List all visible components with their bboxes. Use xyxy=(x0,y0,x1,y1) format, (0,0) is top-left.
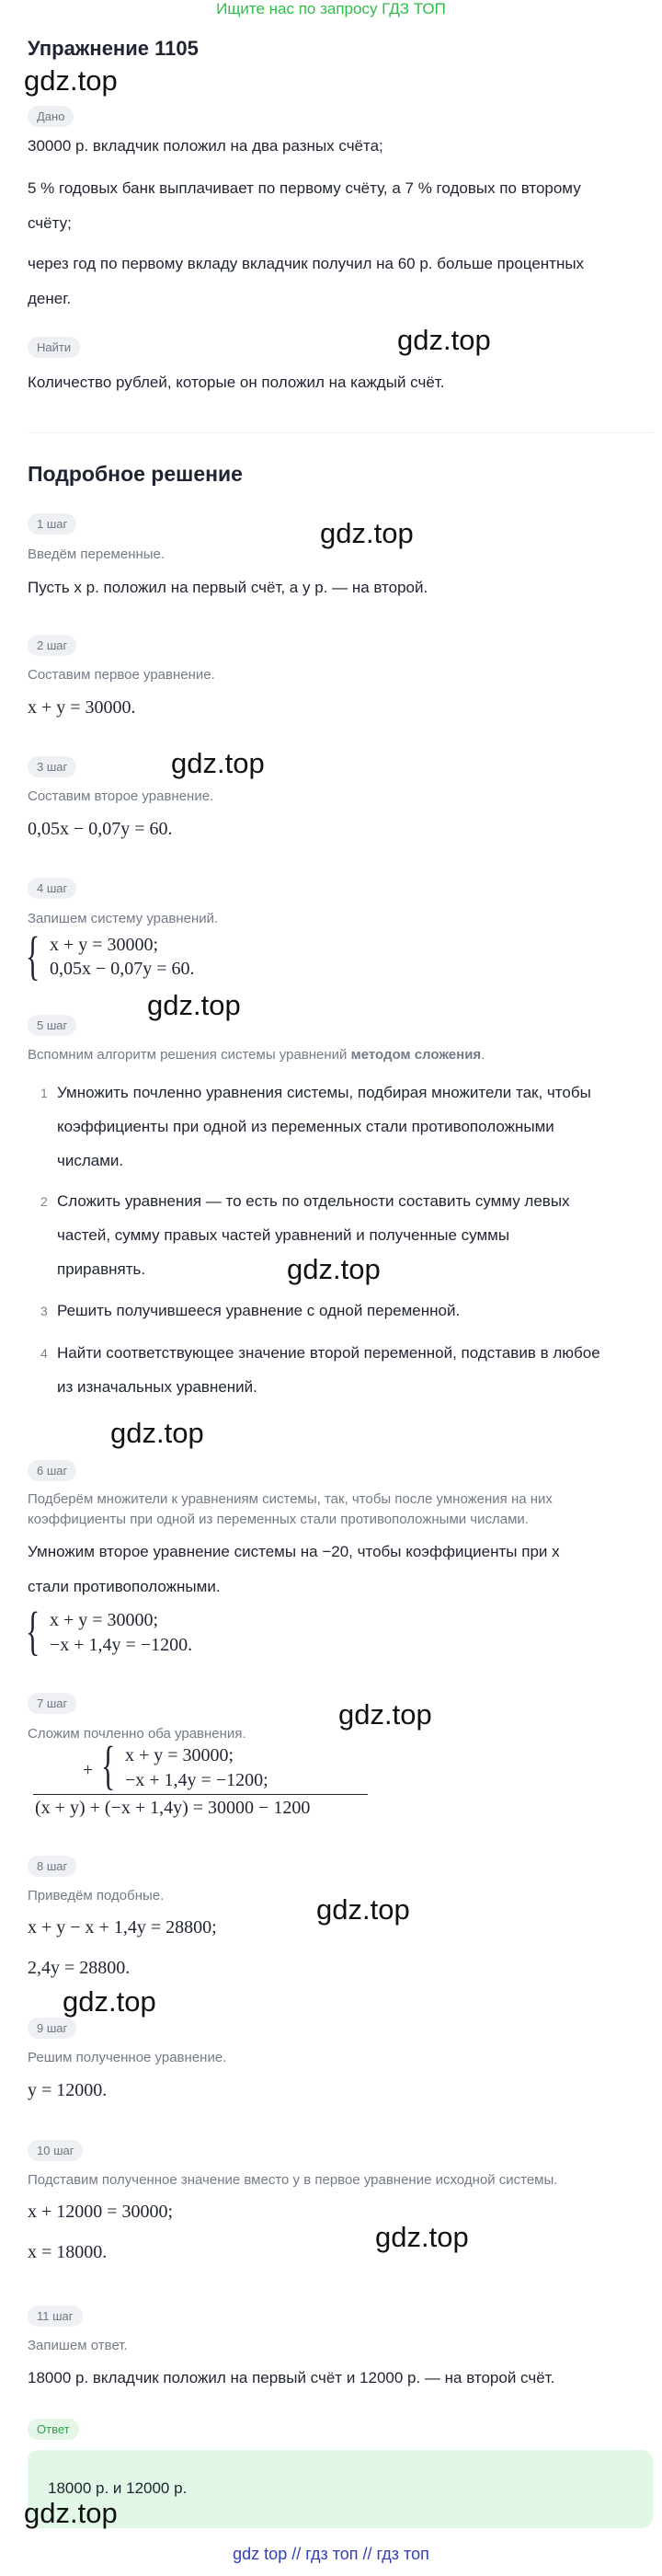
step-description: Приведём подобные. xyxy=(28,1888,165,1903)
step-description: Подставим полученное значение вместо y в первое уравнение исходной системы. xyxy=(28,2172,558,2188)
list-item-line: частей, сумму правых частей уравнений и полученные суммы xyxy=(57,1226,510,1244)
divider xyxy=(28,432,653,433)
watermark: gdz.top xyxy=(147,989,241,1021)
watermark: gdz.top xyxy=(171,747,265,779)
watermark: gdz.top xyxy=(397,324,491,356)
step-equation: x + y − x + 1,4y = 28800; xyxy=(28,1917,217,1938)
watermark: gdz.top xyxy=(24,2497,118,2529)
watermark: gdz.top xyxy=(316,1893,410,1926)
given-line-2a: 5 % годовых банк выплачивает по первому счёту, а 7 % годовых по второму xyxy=(28,179,581,197)
watermark: gdz.top xyxy=(320,517,414,549)
step-equation: 0,05x − 0,07y = 60. xyxy=(28,819,173,839)
answer-text: 18000 р. и 12000 р. xyxy=(48,2479,188,2497)
step-badge: 7 шаг xyxy=(28,1693,76,1714)
system-brace: { xyxy=(101,1735,116,1795)
list-item-line: из изначальных уравнений. xyxy=(57,1378,257,1396)
given-line-2b: счёту; xyxy=(28,214,72,232)
step-description: Запишем систему уравнений. xyxy=(28,911,219,926)
step-badge: 6 шаг xyxy=(28,1460,76,1481)
list-item-line: приравнять. xyxy=(57,1260,146,1278)
system-equation-2: −x + 1,4y = −1200. xyxy=(50,1635,193,1655)
exercise-title: Упражнение 1105 xyxy=(28,37,199,60)
watermark: gdz.top xyxy=(375,2221,469,2253)
step-badge: 4 шаг xyxy=(28,878,76,899)
step-text: Умножим второе уравнение системы на −20, чтобы коэффициенты при x xyxy=(28,1543,560,1560)
step-description: Вспомним алгоритм решения системы уравнений методом сложения. xyxy=(28,1047,485,1063)
sum-result: (x + y) + (−x + 1,4y) = 30000 − 1200 xyxy=(35,1798,311,1818)
step-text: 18000 р. вкладчик положил на первый счёт и 12000 р. — на второй счёт. xyxy=(28,2369,555,2386)
step-equation: x + y = 30000. xyxy=(28,697,136,718)
watermark: gdz.top xyxy=(63,1985,156,2018)
watermark: gdz.top xyxy=(110,1417,204,1449)
find-text: Количество рублей, которые он положил на каждый счёт. xyxy=(28,374,445,391)
step-badge: 9 шаг xyxy=(28,2018,76,2039)
system-brace: { xyxy=(26,1601,40,1661)
method-name: методом сложения xyxy=(350,1047,482,1063)
step-equation: x = 18000. xyxy=(28,2242,108,2262)
step-description: коэффициенты при одной из переменных стали противоположными числами. xyxy=(28,1512,529,1527)
step-badge: 8 шаг xyxy=(28,1856,76,1877)
footer-links[interactable]: gdz top // гдз топ // гдз топ xyxy=(233,2545,429,2563)
watermark: gdz.top xyxy=(338,1698,432,1731)
system-equation-1: x + y = 30000; xyxy=(50,935,159,955)
system-brace: { xyxy=(26,926,40,985)
system-equation-2: −x + 1,4y = −1200; xyxy=(125,1770,268,1790)
list-number: 2 xyxy=(40,1194,48,1209)
watermark: gdz.top xyxy=(287,1253,381,1285)
given-line-3a: через год по первому вкладу вкладчик получил на 60 р. больше процентных xyxy=(28,255,585,272)
solution-title: Подробное решение xyxy=(28,462,243,486)
step-badge: 3 шаг xyxy=(28,756,76,777)
step-description: Решим полученное уравнение. xyxy=(28,2050,227,2065)
step-equation: 2,4y = 28800. xyxy=(28,1958,131,1978)
step-text: Пусть x р. положил на первый счёт, а y р. — на второй. xyxy=(28,579,428,596)
plus-sign: + xyxy=(83,1760,94,1780)
watermark: gdz.top xyxy=(24,64,118,97)
list-item-line: коэффициенты при одной из переменных стали противоположными xyxy=(57,1118,554,1135)
list-item-line: Решить получившееся уравнение с одной переменной. xyxy=(57,1302,461,1319)
step-description: Подберём множители к уравнениям системы, так, чтобы после умножения на них xyxy=(28,1491,553,1507)
step-equation: x + 12000 = 30000; xyxy=(28,2202,174,2222)
system-equation-1: x + y = 30000; xyxy=(125,1745,234,1765)
step-description: Составим первое уравнение. xyxy=(28,667,215,683)
step-badge: 2 шаг xyxy=(28,635,76,656)
list-item-line: Сложить уравнения — то есть по отдельности составить сумму левых xyxy=(57,1192,570,1210)
list-item-line: Найти соответствующее значение второй переменной, подставив в любое xyxy=(57,1344,600,1362)
list-number: 3 xyxy=(40,1304,48,1318)
step-description: Составим второе уравнение. xyxy=(28,788,214,804)
given-line-3b: денег. xyxy=(28,290,72,307)
step-equation: y = 12000. xyxy=(28,2080,108,2100)
step-description: Запишем ответ. xyxy=(28,2338,128,2353)
given-line-1: 30000 р. вкладчик положил на два разных счёта; xyxy=(28,137,383,155)
step-badge: 10 шаг xyxy=(28,2140,83,2161)
step-badge: 1 шаг xyxy=(28,513,76,535)
system-equation-1: x + y = 30000; xyxy=(50,1610,159,1630)
step-description: Введём переменные. xyxy=(28,546,166,562)
system-equation-2: 0,05x − 0,07y = 60. xyxy=(50,959,195,979)
list-item-line: Умножить почленно уравнения системы, подбирая множители так, чтобы xyxy=(57,1084,591,1101)
step-text: стали противоположными. xyxy=(28,1578,221,1595)
top-search-link[interactable]: Ищите нас по запросу ГДЗ ТОП xyxy=(216,0,446,17)
sum-line xyxy=(33,1794,368,1795)
list-number: 4 xyxy=(40,1346,48,1361)
step-description: Сложим почленно оба уравнения. xyxy=(28,1726,246,1742)
step-badge: 5 шаг xyxy=(28,1015,76,1036)
find-badge: Найти xyxy=(28,337,80,358)
list-item-line: числами. xyxy=(57,1152,124,1169)
list-number: 1 xyxy=(40,1086,48,1100)
step-badge: 11 шаг xyxy=(28,2306,83,2327)
answer-badge: Ответ xyxy=(28,2419,79,2440)
given-badge: Дано xyxy=(28,106,74,127)
